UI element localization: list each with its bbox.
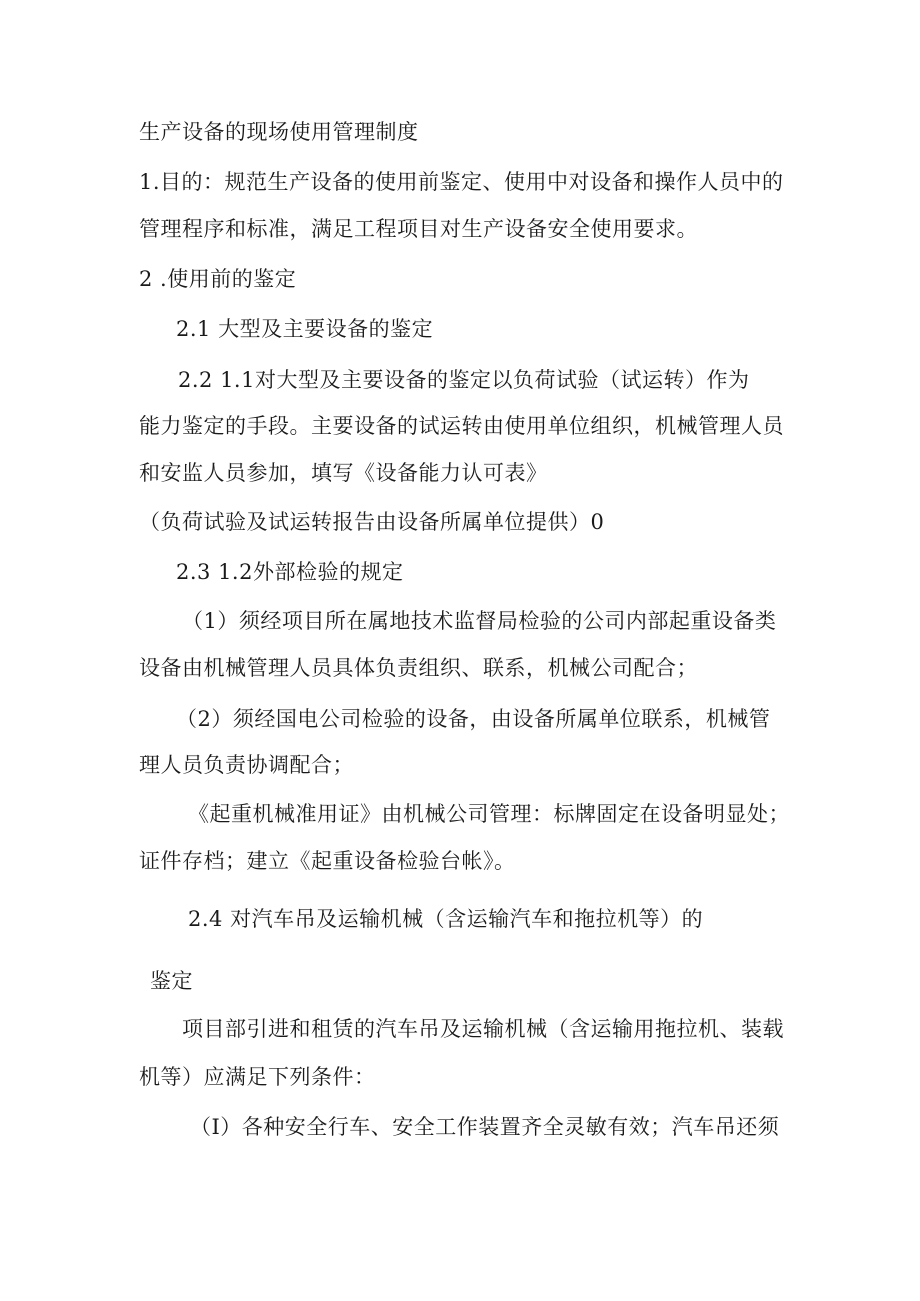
paragraph-line: （1）须经项目所在属地技术监督局检验的公司内部起重设备类 bbox=[182, 609, 777, 633]
subsection-heading: 2.4 对汽车吊及运输机械（含运输汽车和拖拉机等）的 bbox=[188, 907, 704, 931]
paragraph-line: 和安监人员参加，填写《设备能力认可表》 bbox=[139, 461, 548, 485]
subsection-heading: 2.1 大型及主要设备的鉴定 bbox=[176, 317, 434, 341]
paragraph-line: 项目部引进和租赁的汽车吊及运输机械（含运输用拖拉机、装载 bbox=[182, 1017, 784, 1041]
paragraph-line: （2）须经国电公司检验的设备，由设备所属单位联系，机械管 bbox=[176, 707, 771, 731]
paragraph-line: 设备由机械管理人员具体负责组织、联系，机械公司配合； bbox=[139, 656, 698, 680]
paragraph-line: 能力鉴定的手段。主要设备的试运转由使用单位组织，机械管理人员 bbox=[139, 414, 784, 438]
paragraph-line: 管理程序和标准，满足工程项目对生产设备安全使用要求。 bbox=[139, 217, 698, 241]
paragraph-line: 《起重机械准用证》由机械公司管理：标牌固定在设备明显处； bbox=[188, 802, 790, 826]
subsection-heading: 2.3 1.2外部检验的规定 bbox=[176, 560, 404, 584]
paragraph-line: 证件存档；建立《起重设备检验台帐》。 bbox=[139, 849, 516, 873]
paragraph-line: 机等）应满足下列条件： bbox=[139, 1065, 376, 1089]
document-title: 生产设备的现场使用管理制度 bbox=[139, 120, 419, 144]
paragraph-line: （I）各种安全行车、安全工作装置齐全灵敏有效；汽车吊还须 bbox=[190, 1115, 780, 1139]
paragraph-line: 理人员负责协调配合； bbox=[139, 753, 354, 777]
paragraph-line: 1.目的：规范生产设备的使用前鉴定、使用中对设备和操作人员中的 bbox=[139, 170, 784, 194]
paragraph-line: （负荷试验及试运转报告由设备所属单位提供）0 bbox=[139, 510, 605, 534]
paragraph-line: 2.2 1.1对大型及主要设备的鉴定以负荷试验（试运转）作为 bbox=[178, 368, 750, 392]
section-heading: 2 .使用前的鉴定 bbox=[139, 267, 297, 291]
paragraph-line: 鉴定 bbox=[150, 969, 193, 993]
